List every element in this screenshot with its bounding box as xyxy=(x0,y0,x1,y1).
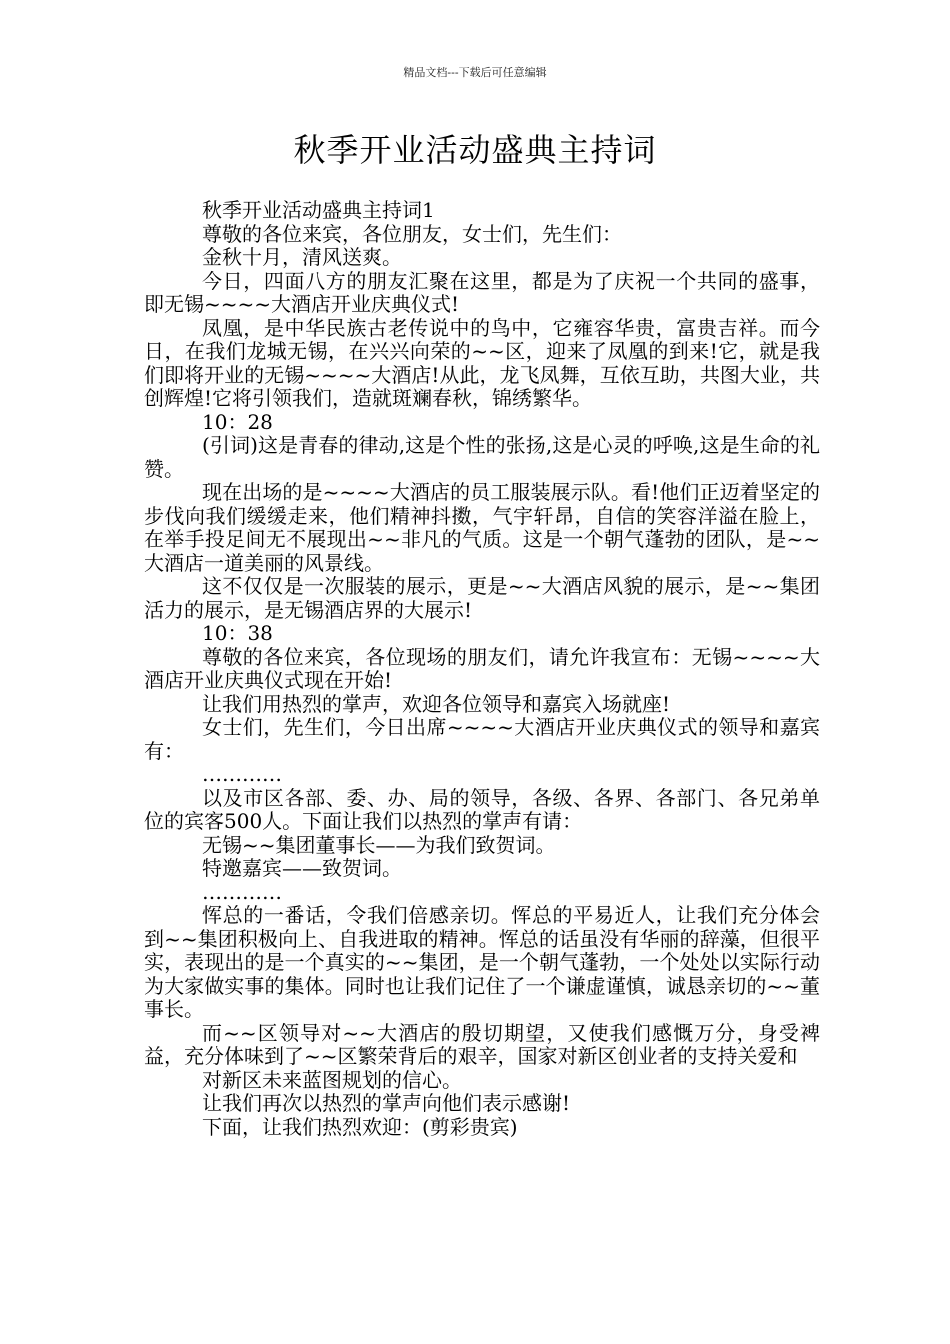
paragraph: 现在出场的是~~~~大酒店的员工服装展示队。看!他们正迈着坚定的步伐向我们缓缓走来，他们精神抖擞，气宇轩昂，自信的笑容洋溢在脸上，在举手投足间无不展现出~~非凡的气质。这是一个朝气蓬勃的团队，是~~大酒店一道美丽的风景线。 xyxy=(144,480,820,575)
paragraph: 让我们再次以热烈的掌声向他们表示感谢! xyxy=(202,1091,571,1115)
paragraph: 以及市区各部、委、办、局的领导，各级、各界、各部门、各兄弟单位的宾客500人。下面让我们以热烈的掌声有请： xyxy=(144,785,820,833)
ellipsis-line: ………… xyxy=(202,762,282,786)
paragraph: 无锡~~集团董事长——为我们致贺词。 xyxy=(202,832,556,857)
paragraph: 对新区未来蓝图规划的信心。 xyxy=(202,1067,462,1092)
paragraph: 恽总的一番话，令我们倍感亲切。恽总的平易近人，让我们充分体会到~~集团积极向上、自我进取的精神。恽总的话虽没有华丽的辞藻，但很平实，表现出的是一个真实的~~集团，是一个朝气蓬勃，一个处处以实际行动为大家做实事的集体。同时也让我们记住了一个谦虚谨慎，诚恳亲切的~~董事长。 xyxy=(144,903,820,1021)
ellipsis-line: ………… xyxy=(202,879,282,904)
paragraph: 今日，四面八方的朋友汇聚在这里，都是为了庆祝一个共同的盛事，即无锡~~~~大酒店开业庆典仪式! xyxy=(144,268,820,316)
page-header-note: 精品文档---下载后可任意编辑 xyxy=(403,66,547,79)
paragraph: 金秋十月，清风送爽。 xyxy=(202,245,402,269)
paragraph-greeting: 尊敬的各位来宾，各位朋友，女士们，先生们： xyxy=(202,221,622,246)
paragraph: 尊敬的各位来宾，各位现场的朋友们，请允许我宣布：无锡~~~~大酒店开业庆典仪式现在开始! xyxy=(144,644,820,692)
paragraph: 这不仅仅是一次服装的展示，更是~~大酒店风貌的展示，是~~集团活力的展示，是无锡酒店界的大展示! xyxy=(144,574,820,622)
paragraph: 特邀嘉宾——致贺词。 xyxy=(202,856,402,880)
paragraph: 下面，让我们热烈欢迎：(剪彩贵宾) xyxy=(202,1114,518,1139)
paragraph: 凤凰，是中华民族古老传说中的鸟中，它雍容华贵，富贵吉祥。而今日，在我们龙城无锡，在兴兴向荣的~~区，迎来了凤凰的到来!它，就是我们即将开业的无锡~~~~大酒店!从此，龙飞凤舞，互依互助，共图大业，共创辉煌!它将引领我们，造就斑斓春秋，锦绣繁华。 xyxy=(144,315,820,410)
paragraph: 让我们用热烈的掌声，欢迎各位领导和嘉宾入场就座! xyxy=(202,691,671,716)
time-marker: 10：38 xyxy=(202,621,273,645)
paragraph-subtitle: 秋季开业活动盛典主持词1 xyxy=(202,198,435,222)
time-marker: 10：28 xyxy=(202,409,273,434)
document-title: 秋季开业活动盛典主持词 xyxy=(293,131,657,169)
paragraph: (引词)这是青春的律动,这是个性的张扬,这是心灵的呼唤,这是生命的礼赞。 xyxy=(144,433,820,481)
paragraph: 而~~区领导对~~大酒店的殷切期望，又使我们感慨万分，身受裨益，充分体味到了~~区繁荣背后的艰辛，国家对新区创业者的支持关爱和 xyxy=(144,1020,820,1068)
paragraph: 女士们，先生们，今日出席~~~~大酒店开业庆典仪式的领导和嘉宾有： xyxy=(144,715,820,763)
document-body xyxy=(144,199,820,1139)
